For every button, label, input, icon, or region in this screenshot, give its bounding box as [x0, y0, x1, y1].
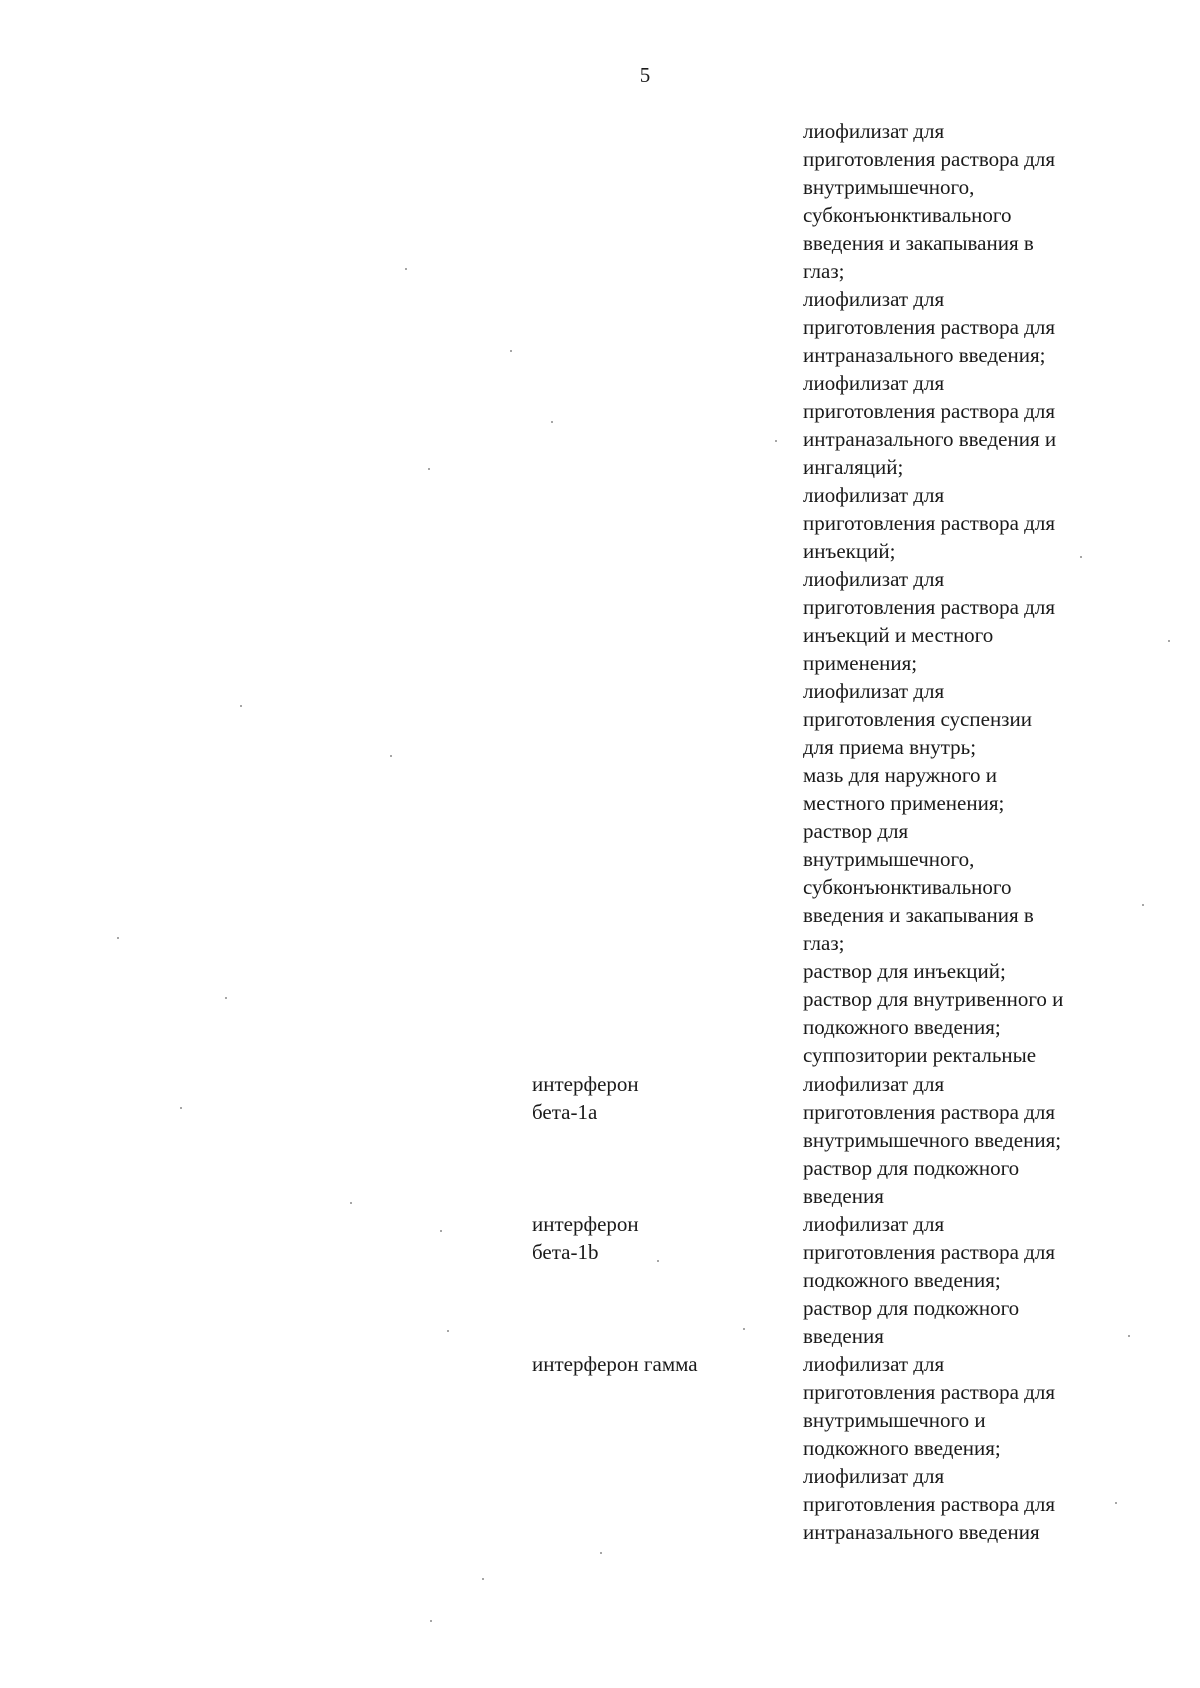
- dosage-form-line: подкожного введения;: [803, 1015, 1001, 1039]
- dosage-form-line: введения: [803, 1324, 884, 1348]
- drug-name-line: бета-1a: [532, 1100, 598, 1124]
- drug-name-line: интерферон: [532, 1072, 639, 1096]
- dosage-form-line: глаз;: [803, 259, 845, 283]
- dosage-form-line: внутримышечного,: [803, 847, 975, 871]
- dosage-forms-interferon-gamma: [803, 1350, 1163, 1546]
- dosage-form-line: раствор для инъекций;: [803, 959, 1006, 983]
- dosage-form-line: приготовления раствора для: [803, 595, 1055, 619]
- scan-speck: [180, 1107, 182, 1109]
- page-number: 5: [639, 63, 651, 87]
- dosage-form-line: раствор для подкожного: [803, 1296, 1020, 1320]
- dosage-form-line: приготовления раствора для: [803, 147, 1055, 171]
- dosage-form-line: лиофилизат для: [803, 287, 945, 311]
- dosage-form-line: местного применения;: [803, 791, 1005, 815]
- dosage-form-line: приготовления раствора для: [803, 399, 1055, 423]
- scan-speck: [482, 1578, 484, 1580]
- scan-speck: [440, 1230, 442, 1232]
- drug-name-line: интерферон гамма: [532, 1352, 698, 1376]
- scan-speck: [510, 350, 512, 352]
- dosage-form-line: внутримышечного,: [803, 175, 975, 199]
- dosage-form-line: приготовления раствора для: [803, 1100, 1055, 1124]
- scan-speck: [1115, 1502, 1117, 1504]
- dosage-form-line: введения и закапывания в: [803, 903, 1034, 927]
- dosage-form-line: для приема внутрь;: [803, 735, 977, 759]
- dosage-form-line: приготовления суспензии: [803, 707, 1032, 731]
- scan-speck: [390, 755, 392, 757]
- dosage-form-line: применения;: [803, 651, 918, 675]
- dosage-form-line: раствор для: [803, 819, 909, 843]
- scan-speck: [600, 1552, 602, 1554]
- top-dosage-forms: [803, 117, 1163, 1069]
- dosage-form-line: лиофилизат для: [803, 119, 945, 143]
- scan-speck: [1128, 1335, 1130, 1337]
- dosage-form-line: раствор для подкожного: [803, 1156, 1020, 1180]
- scan-speck: [743, 1328, 745, 1330]
- dosage-form-line: подкожного введения;: [803, 1436, 1001, 1460]
- dosage-form-line: лиофилизат для: [803, 1352, 945, 1376]
- dosage-form-line: приготовления раствора для: [803, 315, 1055, 339]
- dosage-form-line: интраназального введения: [803, 1520, 1040, 1544]
- dosage-form-line: приготовления раствора для: [803, 1240, 1055, 1264]
- dosage-form-line: субконъюнктивального: [803, 203, 1012, 227]
- scan-speck: [447, 1330, 449, 1332]
- dosage-form-line: приготовления раствора для: [803, 1380, 1055, 1404]
- scan-speck: [551, 421, 553, 423]
- dosage-form-line: приготовления раствора для: [803, 511, 1055, 535]
- dosage-form-line: лиофилизат для: [803, 1212, 945, 1236]
- dosage-form-line: инъекций;: [803, 539, 896, 563]
- dosage-form-line: глаз;: [803, 931, 845, 955]
- scan-speck: [405, 268, 407, 270]
- scan-speck: [350, 1202, 352, 1204]
- scan-speck: [117, 937, 119, 939]
- dosage-form-line: приготовления раствора для: [803, 1492, 1055, 1516]
- drug-name-interferon-beta-1b: [532, 1210, 772, 1266]
- dosage-form-line: введения и закапывания в: [803, 231, 1034, 255]
- drug-name-line: бета-1b: [532, 1240, 599, 1264]
- scan-speck: [1142, 904, 1144, 906]
- dosage-form-line: ингаляций;: [803, 455, 904, 479]
- dosage-form-line: раствор для внутривенного и: [803, 987, 1064, 1011]
- scan-speck: [1168, 640, 1170, 642]
- dosage-form-line: инъекций и местного: [803, 623, 994, 647]
- dosage-form-line: введения: [803, 1184, 884, 1208]
- dosage-forms-interferon-beta-1b: [803, 1210, 1163, 1350]
- scan-speck: [775, 440, 777, 442]
- drug-name-interferon-beta-1a: [532, 1070, 772, 1126]
- dosage-form-line: внутримышечного и: [803, 1408, 986, 1432]
- dosage-form-line: лиофилизат для: [803, 483, 945, 507]
- scan-speck: [225, 997, 227, 999]
- scan-speck: [428, 468, 430, 470]
- dosage-form-line: лиофилизат для: [803, 567, 945, 591]
- dosage-form-line: лиофилизат для: [803, 371, 945, 395]
- scan-speck: [430, 1620, 432, 1622]
- dosage-form-line: лиофилизат для: [803, 1464, 945, 1488]
- drug-name-interferon-gamma: [532, 1350, 772, 1378]
- dosage-form-line: мазь для наружного и: [803, 763, 997, 787]
- dosage-form-line: суппозитории ректальные: [803, 1043, 1037, 1067]
- scan-speck: [240, 705, 242, 707]
- scan-speck: [657, 1260, 659, 1262]
- drug-name-line: интерферон: [532, 1212, 639, 1236]
- dosage-form-line: интраназального введения и: [803, 427, 1057, 451]
- dosage-form-line: лиофилизат для: [803, 1072, 945, 1096]
- dosage-forms-interferon-beta-1a: [803, 1070, 1163, 1210]
- dosage-form-line: лиофилизат для: [803, 679, 945, 703]
- dosage-form-line: внутримышечного введения;: [803, 1128, 1062, 1152]
- dosage-form-line: субконъюнктивального: [803, 875, 1012, 899]
- dosage-form-line: подкожного введения;: [803, 1268, 1001, 1292]
- scan-speck: [1080, 556, 1082, 558]
- dosage-form-line: интраназального введения;: [803, 343, 1046, 367]
